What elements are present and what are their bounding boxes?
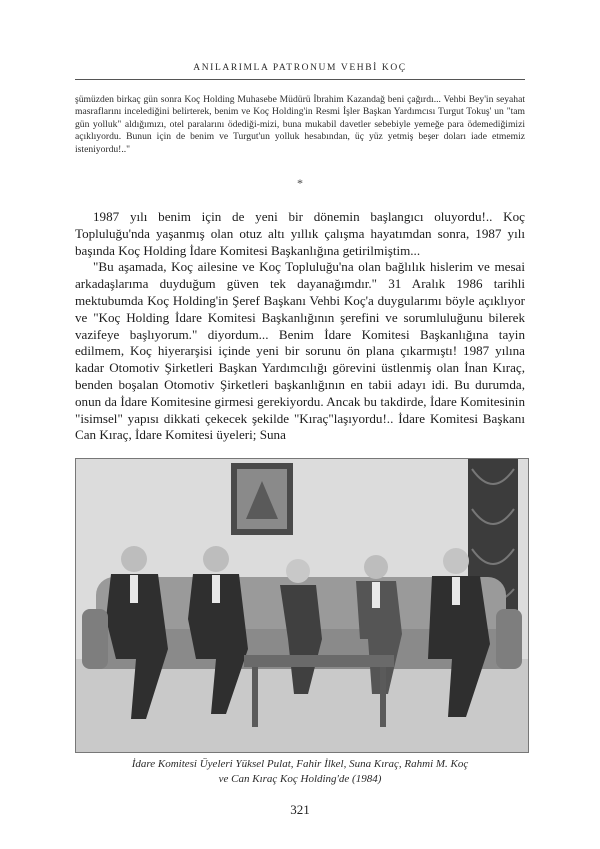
page-number: 321 xyxy=(290,802,310,817)
quoted-excerpt xyxy=(75,94,525,156)
photo-caption xyxy=(75,757,525,786)
body-text xyxy=(75,209,525,444)
caption-line-2: ve Can Kıraç Koç Holding'de (1984) xyxy=(218,772,382,785)
paragraph-1: 1987 yılı benim için de yeni bir dönemin başlangıcı oluyordu!.. Koç Topluluğu'nda yaşanmış olan otuz altı yıllık çalışma hayatımdan sonra, 1987 yılı başında Koç Holding İdare Komitesi Başkanlığına getirilmiştim... xyxy=(75,209,525,258)
quote-text: şümüzden birkaç gün sonra Koç Holding Muhasebe Müdürü İbrahim Kazandağ beni çağırdı... Vehbi Bey'in seyahat masraflarını incelediğini belirterek, benim ve Koç Holding'in Resmi İşler Başkan Yardımcısı Turgut Tokuş' un "tam gün yolluk" aldığımızı, otel paralarını ödediği-mizi, buna mukabil davetler sebebiyle yemeğe para ödemediğimizi açıklıyordu. Bunun için de benim ve Turgut'un yolluk hesabından, üç yüz yetmiş beşer doları iade etmemiz isteniyordu!.." xyxy=(75,94,525,155)
paragraph-2: "Bu aşamada, Koç ailesine ve Koç Topluluğu'na olan bağlılık hislerim ve mesai arkadaşlarıma duyduğum güven tek dayanağımdır." 31 Aralık 1986 tarihli mektubumda Koç Holding'in Şeref Başkanı Vehbi Koç'a duygularımı böyle açıklıyor ve "Koç Holding İdare Komitesi Başkanlığının şerefini ve sorumluluğunu bilerek vazifeye başlıyorum." diyordum... Benim İdare Komitesi Başkanlığına tayin edilmem, Koç hiyerarşisi içinde yeni bir sorunu ön plana çıkarmıştı! 1987 yılına kadar Otomotiv Şirketleri Başkan Yardımcılığı görevini üstlenmiş olan İnan Kıraç, benden boşalan Otomotiv Şirketleri başkanlığının en tabii adayı idi. Bu durumda, onun da İdare Komitesine girmesi gerekiyordu. Ancak bu takdirde, İdare Komitesinin "isimsel" yapısı dikkati çekecek şekilde "Kıraç"laşıyordu!.. İdare Komitesi Başkanı Can Kıraç, İdare Komitesi üyeleri; Suna xyxy=(75,259,525,443)
section-separator: * xyxy=(297,176,303,190)
running-title: ANILARIMLA PATRONUM VEHBİ KOÇ xyxy=(193,63,407,73)
caption-line-1: İdare Komitesi Üyeleri Yüksel Pulat, Fahir İlkel, Suna Kıraç, Rahmi M. Koç xyxy=(131,758,469,770)
group-photo xyxy=(75,458,529,753)
group-photo-illustration xyxy=(76,459,528,752)
header-rule xyxy=(75,79,525,80)
